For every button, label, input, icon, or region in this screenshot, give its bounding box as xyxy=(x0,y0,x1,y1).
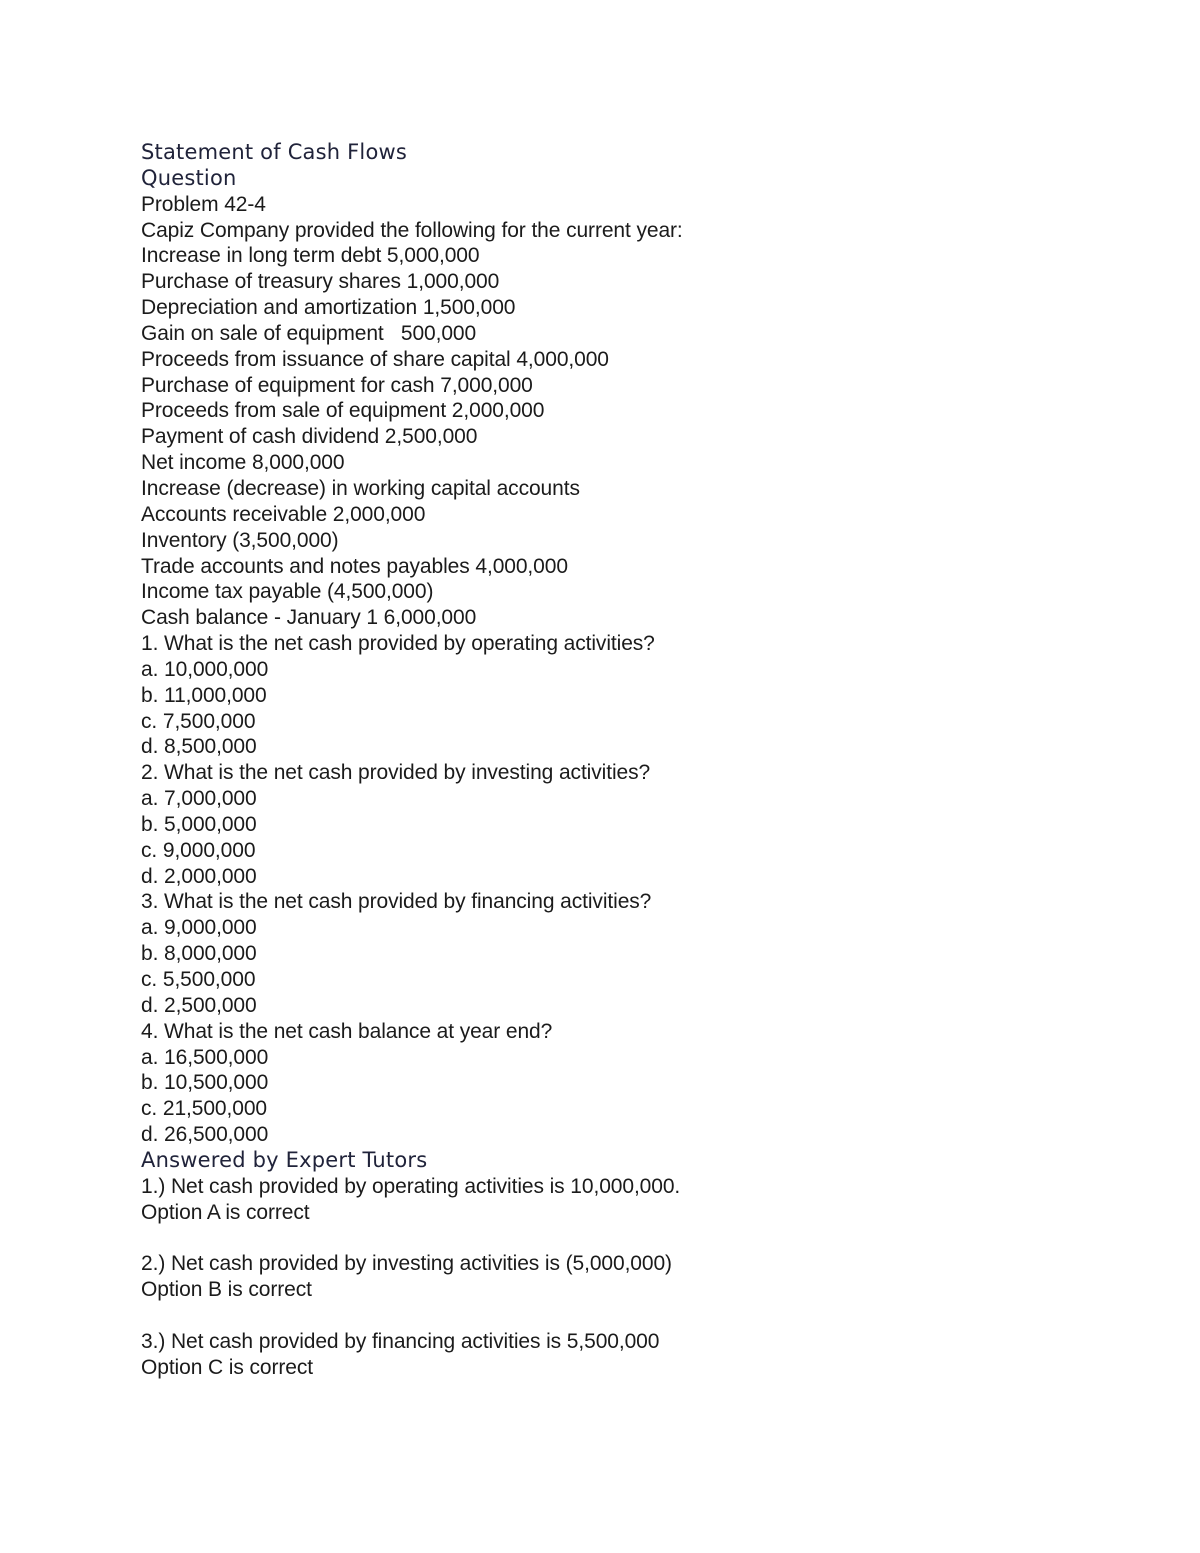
answer-1 xyxy=(141,1174,1141,1226)
given-item: Increase (decrease) in working capital accounts xyxy=(141,476,580,500)
given-item: Increase in long term debt 5,000,000 xyxy=(141,244,480,268)
answer-verdict: Option A is correct xyxy=(141,1200,310,1224)
given-item: Payment of cash dividend 2,500,000 xyxy=(141,425,478,449)
answer-option: d. 8,500,000 xyxy=(141,735,257,759)
answer-option: c. 9,000,000 xyxy=(141,838,256,862)
given-item: Trade accounts and notes payables 4,000,000 xyxy=(141,554,568,578)
answer-option: c. 21,500,000 xyxy=(141,1097,267,1121)
answer-option: d. 2,000,000 xyxy=(141,864,257,888)
answer-verdict: Option C is correct xyxy=(141,1355,313,1379)
given-item: Proceeds from issuance of share capital 4,000,000 xyxy=(141,347,609,371)
problem-number: Problem 42-4 xyxy=(141,192,266,216)
answer-3 xyxy=(141,1329,1141,1381)
given-item: Purchase of equipment for cash 7,000,000 xyxy=(141,373,533,397)
question-4 xyxy=(141,1019,1141,1148)
question-heading: Question xyxy=(141,165,237,190)
question-2 xyxy=(141,760,1141,889)
given-item: Proceeds from sale of equipment 2,000,000 xyxy=(141,399,545,423)
answer-option: b. 10,500,000 xyxy=(141,1071,269,1095)
answer-option: b. 5,000,000 xyxy=(141,812,257,836)
answer-option: c. 7,500,000 xyxy=(141,709,256,733)
answer-explanation: 3.) Net cash provided by financing activities is 5,500,000 xyxy=(141,1329,660,1353)
question-prompt: 1. What is the net cash provided by operating activities? xyxy=(141,632,655,656)
answer-option: d. 2,500,000 xyxy=(141,993,257,1017)
answer-option: a. 16,500,000 xyxy=(141,1045,269,1069)
spacer xyxy=(141,1225,1141,1251)
given-item: Cash balance - January 1 6,000,000 xyxy=(141,606,477,630)
answer-option: a. 7,000,000 xyxy=(141,787,257,811)
answer-option: b. 11,000,000 xyxy=(141,683,267,707)
given-item: Accounts receivable 2,000,000 xyxy=(141,502,426,526)
given-item: Net income 8,000,000 xyxy=(141,451,345,475)
spacer xyxy=(141,1303,1141,1329)
answer-option: d. 26,500,000 xyxy=(141,1123,269,1147)
question-3 xyxy=(141,889,1141,1018)
answer-verdict: Option B is correct xyxy=(141,1278,312,1302)
given-item: Gain on sale of equipment 500,000 xyxy=(141,321,477,345)
answer-explanation: 1.) Net cash provided by operating activities is 10,000,000. xyxy=(141,1174,681,1198)
answers-heading: Answered by Expert Tutors xyxy=(141,1147,428,1172)
problem-intro: Capiz Company provided the following for the current year: xyxy=(141,218,683,242)
answer-explanation: 2.) Net cash provided by investing activities is (5,000,000) xyxy=(141,1252,672,1276)
given-item: Depreciation and amortization 1,500,000 xyxy=(141,296,516,320)
question-1 xyxy=(141,631,1141,760)
answer-option: b. 8,000,000 xyxy=(141,942,257,966)
answer-option: a. 9,000,000 xyxy=(141,916,257,940)
answer-2 xyxy=(141,1251,1141,1303)
answer-option: c. 5,500,000 xyxy=(141,968,256,991)
question-prompt: 2. What is the net cash provided by investing activities? xyxy=(141,761,651,785)
answer-option: a. 10,000,000 xyxy=(141,657,269,681)
document-title: Statement of Cash Flows xyxy=(141,140,408,164)
given-item: Inventory (3,500,000) xyxy=(141,528,339,552)
document-page xyxy=(141,140,1141,1381)
question-prompt: 4. What is the net cash balance at year end? xyxy=(141,1019,553,1043)
given-item: Income tax payable (4,500,000) xyxy=(141,580,434,604)
question-prompt: 3. What is the net cash provided by financing activities? xyxy=(141,890,652,914)
given-item: Purchase of treasury shares 1,000,000 xyxy=(141,270,500,294)
given-data-list xyxy=(141,243,1141,631)
